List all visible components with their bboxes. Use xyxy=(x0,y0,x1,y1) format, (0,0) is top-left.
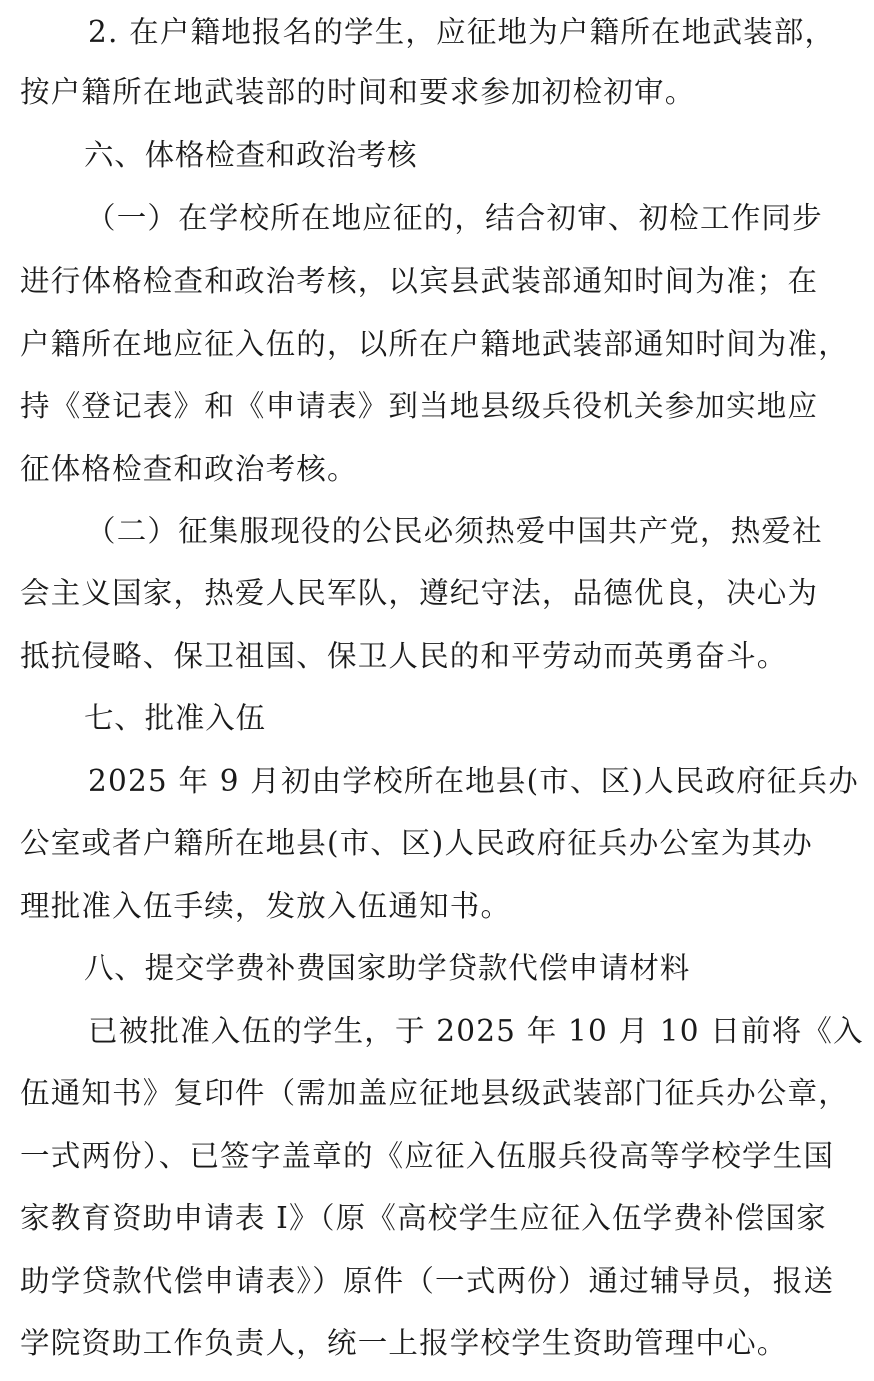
paragraph-line: 家教育资助申请表 I》（原《高校学生应征入伍学费补偿国家 xyxy=(20,1201,827,1235)
section-heading-8: 八、提交学费补费国家助学贷款代偿申请材料 xyxy=(84,951,691,985)
paragraph-line: 学院资助工作负责人，统一上报学校学生资助管理中心。 xyxy=(20,1326,788,1360)
paragraph-line: 2025 年 9 月初由学校所在地县(市、区)人民政府征兵办 xyxy=(88,764,859,798)
paragraph-line: 2. 在户籍地报名的学生，应征地为户籍所在地武装部， xyxy=(88,15,836,49)
section-heading-6: 六、体格检查和政治考核 xyxy=(84,138,418,172)
paragraph-line: 已被批准入伍的学生，于 2025 年 10 月 10 日前将《入 xyxy=(88,1014,864,1048)
paragraph-line: 理批准入伍手续，发放入伍通知书。 xyxy=(20,889,512,923)
paragraph-line: 公室或者户籍所在地县(市、区)人民政府征兵办公室为其办 xyxy=(20,826,813,860)
paragraph-line: （一）在学校所在地应征的，结合初审、初检工作同步 xyxy=(86,201,823,235)
paragraph-line: 抵抗侵略、保卫祖国、保卫人民的和平劳动而英勇奋斗。 xyxy=(20,639,788,673)
paragraph-line: 征体格检查和政治考核。 xyxy=(20,452,358,486)
paragraph-line: 一式两份）、已签字盖章的《应征入伍服兵役高等学校学生国 xyxy=(20,1139,835,1173)
paragraph-line: （二）征集服现役的公民必须热爱中国共产党，热爱社 xyxy=(86,514,823,548)
paragraph-line: 助学贷款代偿申请表》）原件（一式两份）通过辅导员，报送 xyxy=(20,1264,835,1298)
section-heading-7: 七、批准入伍 xyxy=(84,701,266,735)
paragraph-line: 会主义国家，热爱人民军队，遵纪守法，品德优良，决心为 xyxy=(20,576,819,610)
paragraph-line: 伍通知书》复印件（需加盖应征地县级武装部门征兵办公章， xyxy=(20,1076,849,1110)
paragraph-line: 按户籍所在地武装部的时间和要求参加初检初审。 xyxy=(20,75,696,109)
paragraph-line: 进行体格检查和政治考核，以宾县武装部通知时间为准；在 xyxy=(20,264,819,298)
paragraph-line: 户籍所在地应征入伍的，以所在户籍地武装部通知时间为准， xyxy=(20,327,849,361)
paragraph-line: 持《登记表》和《申请表》到当地县级兵役机关参加实地应 xyxy=(20,389,819,423)
